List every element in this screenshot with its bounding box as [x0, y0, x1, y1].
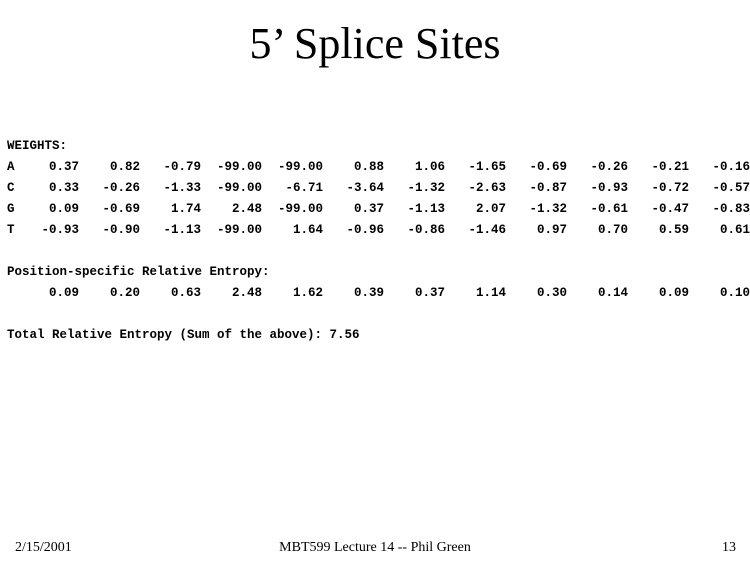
entropy-cell: 0.63: [170, 286, 201, 300]
weight-cell: 0.82: [109, 160, 140, 174]
weight-cell: -1.13: [163, 223, 201, 237]
splice-site-table: [7, 136, 750, 346]
weight-cell: 0.37: [48, 160, 79, 174]
weight-cell: 0.59: [658, 223, 689, 237]
base-label: C: [7, 181, 15, 195]
weight-cell: 0.97: [536, 223, 567, 237]
base-label: G: [7, 202, 15, 216]
entropy-cell: 1.62: [292, 286, 323, 300]
total-entropy-line: Total Relative Entropy (Sum of the above): 7.56: [7, 328, 360, 342]
entropy-row: [7, 283, 750, 304]
weight-cell: -1.33: [163, 181, 201, 195]
weight-cell: -0.90: [102, 223, 140, 237]
weights-rows: [7, 157, 750, 241]
weight-cell: 0.88: [353, 160, 384, 174]
weight-cell: 1.64: [292, 223, 323, 237]
footer-lecture: MBT599 Lecture 14 -- Phil Green: [279, 540, 471, 555]
weight-cell: 0.37: [353, 202, 384, 216]
weight-cell: -2.63: [468, 181, 506, 195]
weight-cell: -99.00: [277, 160, 323, 174]
weight-cell: 1.06: [414, 160, 445, 174]
weight-cell: -0.26: [102, 181, 140, 195]
weight-cell: -0.47: [651, 202, 689, 216]
base-label: A: [7, 160, 15, 174]
entropy-cell: 0.09: [658, 286, 689, 300]
weight-row-g: [7, 199, 750, 220]
weight-cell: -0.83: [712, 202, 750, 216]
weight-cell: -0.16: [712, 160, 750, 174]
weights-heading: WEIGHTS:: [7, 139, 68, 153]
weight-cell: -0.79: [163, 160, 201, 174]
weight-cell: -0.69: [529, 160, 567, 174]
weight-cell: -1.65: [468, 160, 506, 174]
weight-cell: -6.71: [285, 181, 323, 195]
weight-cell: -0.69: [102, 202, 140, 216]
entropy-cell: 0.14: [597, 286, 628, 300]
entropy-cell: 0.20: [109, 286, 140, 300]
weight-cell: -0.96: [346, 223, 384, 237]
weight-cell: -1.46: [468, 223, 506, 237]
weight-cell: -0.87: [529, 181, 567, 195]
entropy-cell: 0.09: [48, 286, 79, 300]
footer-page-number: 13: [722, 540, 736, 555]
weight-cell: -0.72: [651, 181, 689, 195]
entropy-heading: Position-specific Relative Entropy:: [7, 265, 270, 279]
weight-cell: 0.33: [48, 181, 79, 195]
weight-cell: -1.13: [407, 202, 445, 216]
footer-date: 2/15/2001: [15, 540, 72, 555]
weight-cell: -0.26: [590, 160, 628, 174]
entropy-cell: 0.30: [536, 286, 567, 300]
weight-cell: -0.57: [712, 181, 750, 195]
weight-cell: -1.32: [529, 202, 567, 216]
weight-cell: -0.93: [590, 181, 628, 195]
weight-cell: -99.00: [216, 181, 262, 195]
base-label: T: [7, 223, 15, 237]
weight-cell: 0.61: [719, 223, 750, 237]
entropy-cell: 0.39: [353, 286, 384, 300]
weight-cell: 0.09: [48, 202, 79, 216]
weight-row-a: [7, 157, 750, 178]
weight-cell: -1.32: [407, 181, 445, 195]
weight-row-c: [7, 178, 750, 199]
weight-cell: -0.93: [41, 223, 79, 237]
weight-cell: 2.07: [475, 202, 506, 216]
entropy-cell: 1.14: [475, 286, 506, 300]
entropy-cell: 2.48: [231, 286, 262, 300]
weight-cell: -0.21: [651, 160, 689, 174]
slide-title: 5’ Splice Sites: [249, 19, 501, 68]
weight-cell: 2.48: [231, 202, 262, 216]
weight-cell: -99.00: [216, 160, 262, 174]
weight-cell: -3.64: [346, 181, 384, 195]
weight-cell: 0.70: [597, 223, 628, 237]
entropy-cell: 0.37: [414, 286, 445, 300]
weight-cell: 1.74: [170, 202, 201, 216]
entropy-cell: 0.10: [719, 286, 750, 300]
weight-cell: -0.61: [590, 202, 628, 216]
weight-row-t: [7, 220, 750, 241]
weight-cell: -99.00: [216, 223, 262, 237]
weight-cell: -0.86: [407, 223, 445, 237]
weight-cell: -99.00: [277, 202, 323, 216]
